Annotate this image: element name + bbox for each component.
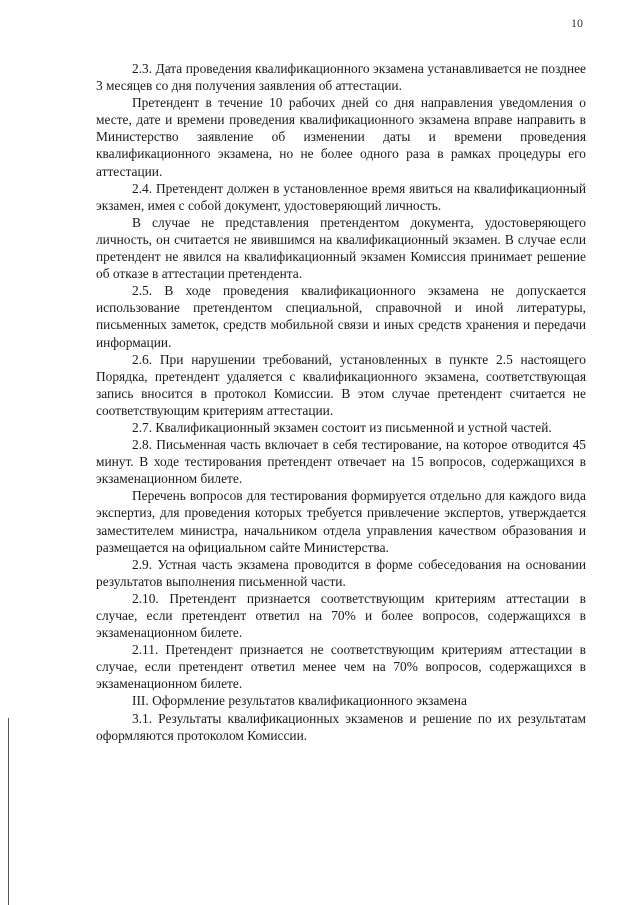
paragraph-2-6: 2.6. При нарушении требований, установленных в пункте 2.5 настоящего Порядка, претендент удаляется с квалификационного экзамена, соответствующая запись вносится в протокол Комиссии. В этом случае претендент считается не соответствующим критериям аттестации. xyxy=(96,351,586,418)
scan-edge-line xyxy=(8,718,9,905)
page-number: 10 xyxy=(571,16,583,30)
paragraph-2-10: 2.10. Претендент признается соответствующим критериям аттестации в случае, если претендент ответил на 70% и более вопросов, содержащихся в экзаменационном билете. xyxy=(96,590,586,641)
paragraph-2-8-questions: Перечень вопросов для тестирования формируется отдельно для каждого вида экспертиз, для проведения которых требуется привлечение экспертов, утверждается заместителем министра, начальником отдела управления качеством образования и размещается на официальном сайте Министерства. xyxy=(96,488,586,555)
paragraph-2-4-absence: В случае не представления претендентом документа, удостоверяющего личность, он считается не явившимся на квалификационный экзамен. В случае если претендент не явился на квалификационный экзамен Комиссия принимает решение об отказе в аттестации претендента. xyxy=(96,214,586,282)
paragraph-3-1: 3.1. Результаты квалификационных экзаменов и решение по их результатам оформляются протоколом Комиссии. xyxy=(96,710,586,743)
paragraph-2-3: 2.3. Дата проведения квалификационного экзамена устанавливается не позднее 3 месяцев со дня получения заявления об аттестации. xyxy=(96,61,586,94)
paragraph-2-5: 2.5. В ходе проведения квалификационного экзамена не допускается использование претендентом специальной, справочной и иной литературы, письменных заметок, средств мобильной связи и иных средств хранения и передачи информации. xyxy=(96,283,586,350)
paragraph-2-7: 2.7. Квалификационный экзамен состоит из письменной и устной частей. xyxy=(132,419,552,435)
paragraph-2-3-reschedule: Претендент в течение 10 рабочих дней со дня направления уведомления о месте, дате и времени проведения квалификационного экзамена вправе направить в Министерство заявление об изменении даты и времени проведения квалификационного экзамена, но не более одного раза в рамках процедуры его аттестации. xyxy=(96,95,586,179)
paragraph-2-11: 2.11. Претендент признается не соответствующим критериям аттестации в случае, если претендент ответил менее чем на 70% вопросов, содержащихся в экзаменационном билете. xyxy=(96,642,586,692)
paragraph-2-9: 2.9. Устная часть экзамена проводится в форме собеседования на основании результатов выполнения письменной части. xyxy=(96,556,586,589)
document-body xyxy=(96,60,586,744)
paragraph-2-8: 2.8. Письменная часть включает в себя тестирование, на которое отводится 45 минут. В ходе тестирования претендент отвечает на 15 вопросов, содержащихся в экзаменационном билете. xyxy=(96,437,586,487)
section-heading: III. Оформление результатов квалификационного экзамена xyxy=(132,693,467,709)
paragraph-2-4: 2.4. Претендент должен в установленное время явиться на квалификационный экзамен, имея с собой документ, удостоверяющий личность. xyxy=(96,180,586,213)
